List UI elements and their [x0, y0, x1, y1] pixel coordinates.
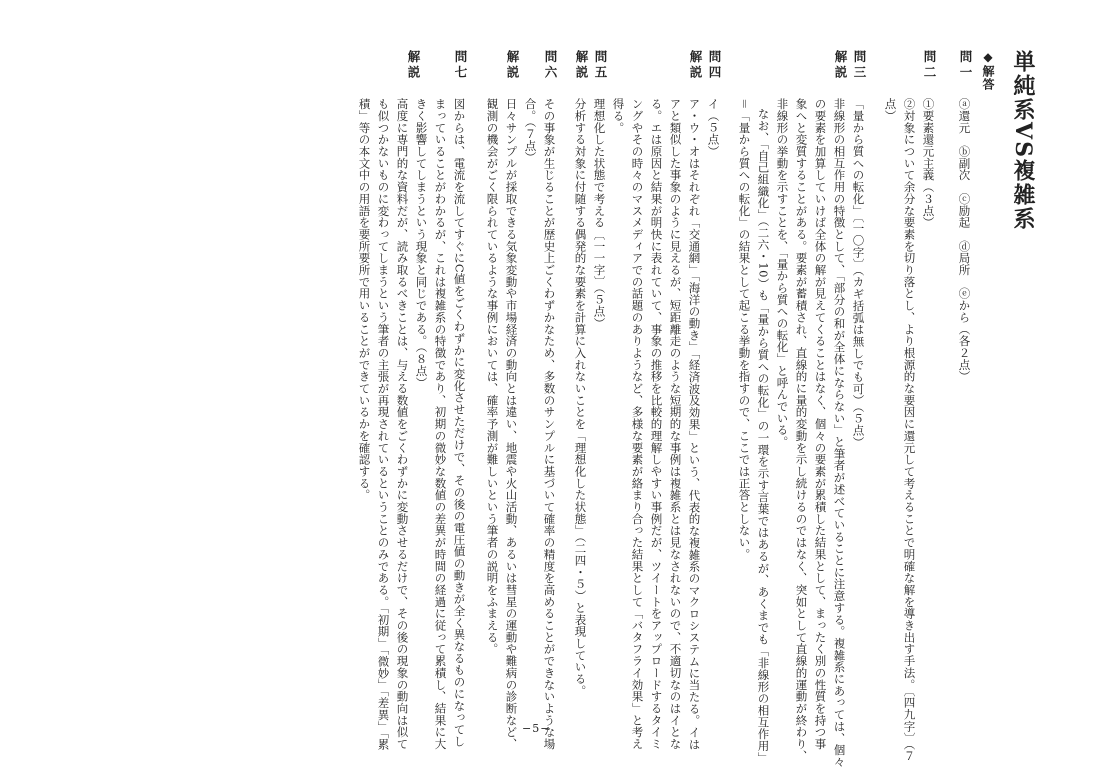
q4-answer: イ（５点）	[706, 98, 721, 158]
q3-line-4: 非線形の挙動を示すことを、「量から質への転化」と呼んでいる。	[775, 98, 790, 448]
q4-line-2: アと類似した事象のように見えるが、短距離走のような短期的な事例は複雑系とは見なされないので、不適切なのはイとな	[668, 98, 683, 750]
q4-label: 問四	[707, 50, 722, 81]
q3-line-5: なお、「自己組織化」（二六・10）も「量から質への転化」の一環を示す言葉ではあるが、あくまでも「非線形の相互作用」	[756, 108, 771, 764]
q7-line-5: も似つかないものに変わってしまうという筆者の主張が再現されているということのみである。「初期」「微妙」「差異」「累	[376, 98, 391, 751]
q2-line-3: 点）	[883, 98, 898, 122]
q5-kaisetsu: 解説	[574, 50, 589, 81]
q4-line-1: ア・ウ・オはそれぞれ「交通網」「海洋の動き」「経済波及効果」という、代表的な複雑系のマクロシステムに当たる。イは	[687, 98, 702, 751]
q3-line-3: 象へと変質することがある。要素が蓄積され、直線的に量的変動を示し続けるのではなく、突如として直線的運動が終わり、	[794, 98, 809, 762]
q3-line-6: ＝「量から質への転化」の結果として起こる挙動を指すので、ここでは正答としない。	[737, 98, 752, 561]
q3-answer: 「量から質への転化」〔一〇字〕（カギ括弧は無しでも可）（５点）	[851, 98, 866, 449]
q2-line-2: ②対象について余分な要素を切り落とし、より根源的な要因に還元して考えることで明確な解を導き出す手法。〔四九字〕（７	[902, 98, 917, 762]
q6-kaisetsu: 解説	[505, 50, 520, 81]
q4-line-3: る。エは原因と結果が明快に表れていて、事象の推移を比較的理解しやすい事例だが、ツイートをアップロードするタイミ	[649, 98, 664, 750]
q3-kaisetsu: 解説	[833, 50, 848, 81]
q2-label: 問二	[922, 50, 937, 81]
q7-line-1: 図からは、電流を流してすぐにC値をごくわずかに変化させただけで、その後の電圧値の動きが全く異なるものになってし	[452, 98, 467, 748]
q2-line-1: ①要素還元主義（３点）	[921, 98, 936, 229]
q3-line-1: 非線形の相互作用の特徴として、「部分の和が全体にならない」と筆者が述べていることに注意する。複雑系にあっては、個々	[832, 98, 847, 768]
q4-kaisetsu: 解説	[688, 50, 703, 81]
q7-line-6: 積」等の本文中の用語を要所要所で用いることができているかを確認する。	[357, 98, 372, 501]
page-number: −5−	[522, 722, 551, 735]
q6-label: 問六	[543, 50, 558, 81]
q6-line-4: 観測の機会がごく限られているような事例においては、確率予測が難しいという筆者の説明をふまえる。	[485, 98, 500, 655]
q5-line-1: 分析する対象に付随する偶発的な要素を計算に入れないことを「理想化した状態」（二四・５）と表現している。	[573, 98, 588, 697]
q4-line-4: ングやその時々のマスメディアでの話題のありようなど、多様な要素が絡まり合った結果として「バタフライ効果」と考え	[630, 98, 645, 750]
q7-line-2: まっていることがわかるが、これは複雑系の特徴であり、初期の微妙な数値の差異が時間の経過に従って累積し、結果に大	[433, 98, 448, 750]
q7-label: 問七	[453, 50, 468, 81]
q6-line-2: 合。（７点）	[523, 98, 538, 164]
q7-kaisetsu: 解説	[406, 50, 421, 81]
q3-label: 問三	[852, 50, 867, 81]
q6-line-3: 日々サンプルが採取できる気象変動や市場経済の動向とは違い、地震や火山活動、あるいは彗星の運動や難病の診断など、	[504, 98, 519, 750]
answers-heading: ◆解答	[981, 50, 995, 91]
q4-line-5: 得る。	[611, 98, 626, 134]
q5-label: 問五	[593, 50, 608, 81]
q1-answer: ⓐ還元 ⓑ副次 ⓒ励起 ⓓ局所 ⓔから（各２点）	[957, 98, 972, 383]
q5-answer: 理想化した状態で考える〔一一字〕（５点）	[592, 98, 607, 330]
page-title: 単純系VS複雑系	[1010, 50, 1036, 231]
q7-line-4: 高度に専門的な資料だが、読み取るべきことは、与える数値をごくわずかに変動させるだけで、その後の現象の動向は似て	[395, 98, 410, 750]
q7-line-3: きく影響してしまうという現象と同じである。（８点）	[414, 98, 429, 389]
q1-label: 問一	[958, 50, 973, 81]
q6-line-1: その事象が生じることが歴史上ごくわずかなため、多数のサンプルに基づいて確率の精度を高めることができないような場	[542, 98, 557, 750]
q3-line-2: の要素を加算していけば全体の解が見えてくることはなく、個々の要素が累積した結果として、まったく別の性質を持つ事	[813, 98, 828, 750]
